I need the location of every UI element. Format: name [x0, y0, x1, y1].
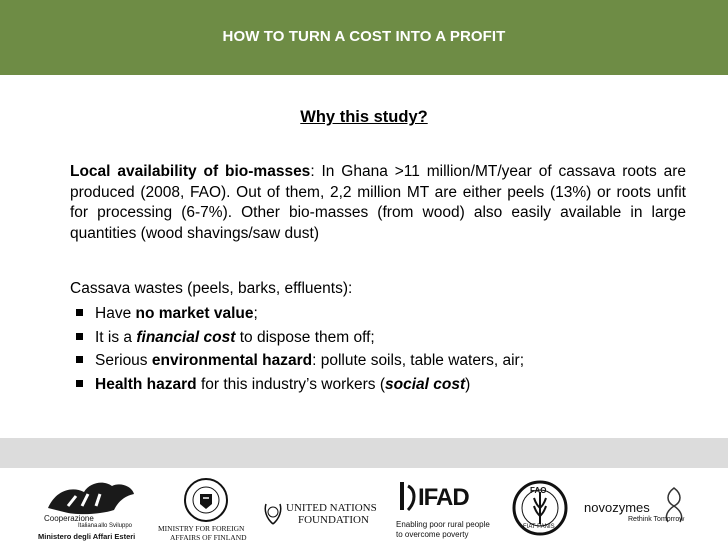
laurel-icon [262, 500, 284, 526]
coop-line1: Cooperazione [44, 514, 94, 523]
list-item: Health hazard for this industry’s workers (social cost) [70, 373, 710, 397]
ifad-figure-icon [394, 480, 420, 514]
coop-line4: Ministero degli Affari Esteri [38, 532, 136, 541]
list-item: Serious environmental hazard: pollute soils, table waters, air; [70, 349, 710, 373]
fao-motto: FIAT PANIS [523, 524, 555, 530]
un-foundation-logo [262, 500, 380, 530]
bullet-square-icon [76, 333, 83, 340]
list-item: It is a financial cost to dispose them off; [70, 326, 710, 350]
wastes-list [70, 302, 710, 396]
ifad-line2: to overcome poverty [396, 530, 469, 539]
finland-line2: AFFAIRS OF FINLAND [170, 533, 247, 542]
header-bar [0, 0, 728, 75]
bullet-square-icon [76, 380, 83, 387]
page-title-text: HOW TO TURN A COST INTO A PROFIT [222, 28, 506, 45]
wastes-intro: Cassava wastes (peels, barks, effluents): [70, 280, 353, 297]
fao-logo [512, 480, 568, 536]
paragraph-body: : In Ghana >11 million/MT/year of cassava roots are produced (2008, FAO). Out of them, 2,2 million MT are either peels (13%) or roots unfit for processing (6-7%). Other bio-masses (from wood) also easily available in large quantities (wood shavings/saw dust) [70, 163, 686, 242]
ifad-name: IFAD [418, 484, 469, 511]
bullet-square-icon [76, 309, 83, 316]
list-item: Have no market value; [70, 302, 710, 326]
ifad-logo [394, 480, 502, 542]
ifad-line1: Enabling poor rural people [396, 520, 490, 529]
novozymes-name: novozymes [584, 500, 650, 515]
cooperazione-logo [38, 478, 146, 542]
biomass-paragraph [70, 162, 686, 244]
page-title [0, 28, 728, 45]
novozymes-logo [582, 484, 702, 530]
finland-line1: MINISTRY FOR FOREIGN [158, 524, 245, 533]
coop-line2: Italiana [78, 523, 98, 529]
paragraph-lead: Local availability of bio-masses [70, 163, 311, 180]
un-line1: UNITED NATIONS [286, 502, 377, 514]
un-line2: FOUNDATION [298, 514, 369, 526]
finland-ministry-logo [156, 476, 256, 542]
section-subtitle: Why this study? [300, 108, 428, 126]
fao-name: FAO [530, 486, 547, 495]
finland-seal-icon [156, 476, 256, 522]
bullet-square-icon [76, 356, 83, 363]
footer-bar [0, 438, 728, 468]
novozymes-tagline: Rethink Tomorrow [628, 516, 685, 523]
coop-line3: allo Sviluppo [98, 523, 133, 529]
